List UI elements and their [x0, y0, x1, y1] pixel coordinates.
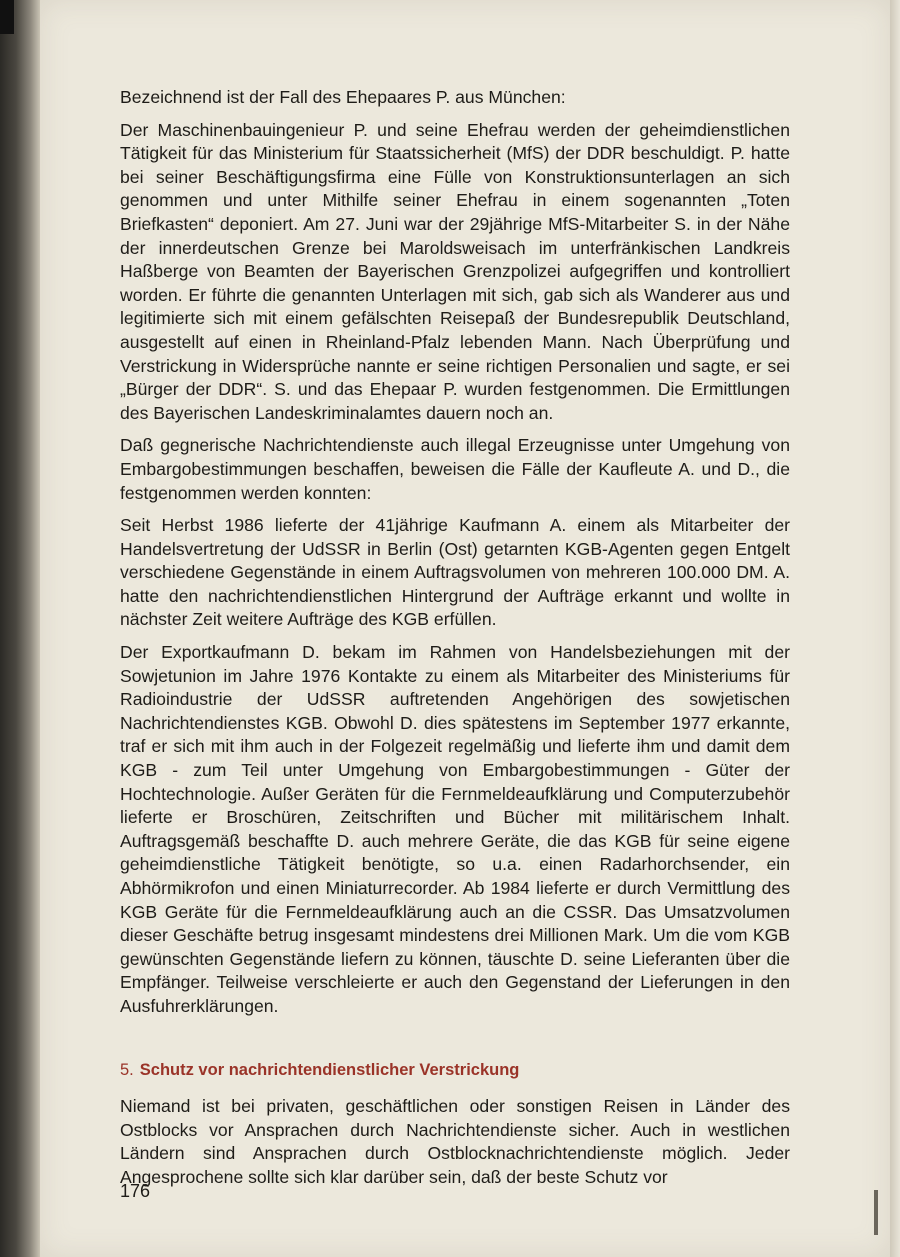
page-content — [120, 86, 790, 1199]
section-heading — [120, 1059, 790, 1083]
section-title: Schutz vor nachrichtendienstlicher Verstrickung — [139, 1060, 520, 1079]
paragraph-case-d: Der Exportkaufmann D. bekam im Rahmen von Handelsbeziehungen mit der Sowjetunion im Jahre 1976 Kontakte zu einem als Mitarbeiter des Ministeriums für Radioindustrie der UdSSR auftretenden Angehörigen des sowjetischen Nachrichtendienstes KGB. Obwohl D. dies spätestens im September 1977 erkannte, traf er sich mit ihm auch in der Folgezeit regelmäßig und lieferte ihm und damit dem KGB - zum Teil unter Umgehung von Embargobestimmungen - Güter der Hochtechnologie. Außer Geräten für die Fernmeldeaufklärung und Computerzubehör lieferte er Broschüren, Zeitschriften und Bücher mit militärischem Inhalt. Auftragsgemäß beschaffte D. auch mehrere Geräte, die das KGB für seine eigene geheimdienstliche Tätigkeit benötigte, so u.a. einen Radarhorchsender, ein Abhörmikrofon und einen Miniaturrecorder. Ab 1984 lieferte er durch Vermittlung des KGB Geräte für die Fernmeldeaufklärung auch an die CSSR. Das Umsatzvolumen dieser Geschäfte betrug insgesamt mindestens drei Millionen Mark. Um die vom KGB gewünschten Gegenstände liefern zu können, täuschte D. seine Lieferanten über die Empfänger. Teilweise verschleierte er auch den Gegenstand der Lieferungen in den Ausfuhrerklärungen. — [120, 642, 790, 1016]
scan-edge-right — [890, 0, 900, 1257]
section-number: 5. — [120, 1060, 134, 1079]
paragraph-case-p: Der Maschinenbauingenieur P. und seine Ehefrau werden der geheimdienstlichen Tätigkeit für das Ministerium für Staatssicherheit (MfS) der DDR beschuldigt. P. hatte bei seiner Beschäftigungsfirma eine Fülle von Konstruktionsunterlagen an sich genommen und unter Mithilfe seiner Ehefrau in einem sogenannten „Toten Briefkasten“ deponiert. Am 27. Juni war der 29jährige MfS-Mitarbeiter S. in der Nähe der innerdeutschen Grenze bei Maroldsweisach im unterfränkischen Landkreis Haßberge von Beamten der Bayerischen Grenzpolizei aufgegriffen und kontrolliert worden. Er führte die genannten Unterlagen mit sich, gab sich als Wanderer aus und legitimierte sich mit einem gefälschten Reisepaß der Bundesrepublik Deutschland, ausgestellt auf einen in Rheinland-Pfalz lebenden Mann. Nach Überprüfung und Verstrickung in Widersprüche nannte er seine richtigen Personalien und sagte, er sei „Bürger der DDR“. S. und das Ehepaar P. wurden festgenommen. Die Ermittlungen des Bayerischen Landeskriminalamtes dauern noch an. — [120, 119, 790, 423]
paragraph-section-text: Niemand ist bei privaten, geschäftlichen oder sonstigen Reisen in Länder des Ostblocks vor Ansprachen durch Nachrichtendienste sicher. Auch in westlichen Ländern sind Ansprachen durch Ostblocknachrichtendienste möglich. Jeder Angesprochene sollte sich klar darüber sein, daß der beste Schutz vor — [120, 1096, 790, 1187]
paragraph-embargo: Daß gegnerische Nachrichtendienste auch illegal Erzeugnisse unter Umgehung von Embargobestimmungen beschaffen, beweisen die Fälle der Kaufleute A. und D., die festgenommen werden konnten: — [120, 435, 790, 503]
paragraph-case-a: Seit Herbst 1986 lieferte der 41jährige Kaufmann A. einem als Mitarbeiter der Handelsvertretung der UdSSR in Berlin (Ost) getarnten KGB-Agenten gegen Entgelt verschiedene Gegenstände in einem Auftragsvolumen von mehreren 100.000 DM. A. hatte den nachrichtendienstlichen Hintergrund der Aufträge erkannt und wollte in nächster Zeit weitere Aufträge des KGB erfüllen. — [120, 515, 790, 630]
paragraph-intro: Bezeichnend ist der Fall des Ehepaares P. aus München: — [120, 87, 566, 107]
page-number: 176 — [120, 1181, 151, 1201]
scan-edge-left — [0, 0, 40, 1257]
scan-mark — [874, 1190, 878, 1235]
